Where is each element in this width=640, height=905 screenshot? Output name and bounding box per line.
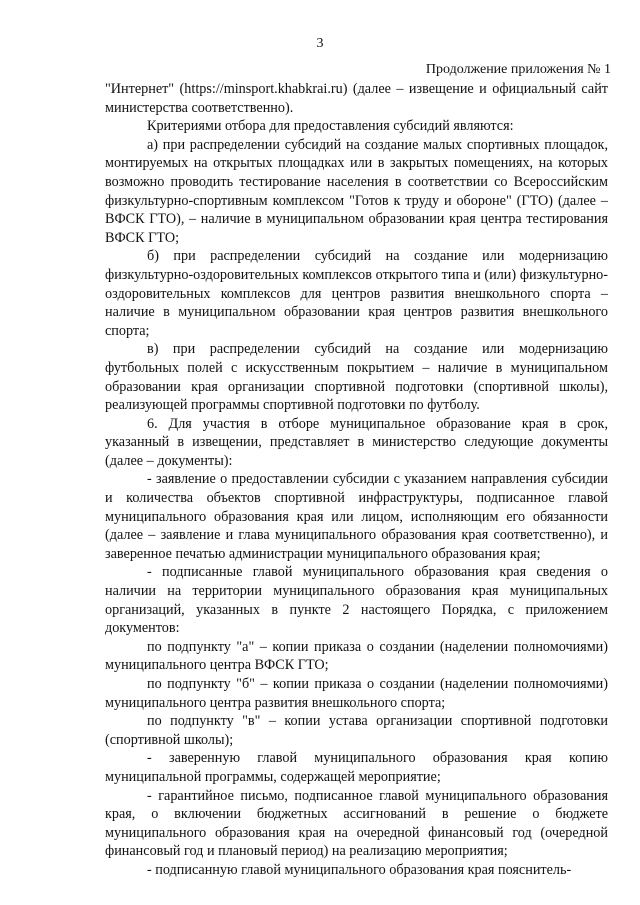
paragraph: Критериями отбора для предоставления субсидий являются: [147,118,514,135]
paragraph: б) при распределении субсидий на создание или модернизацию физкультурно-оздоровительных комплексов открытого типа и (или) физкультурно-оздоровительных комплексов для центров развития внешкольного спорта – наличие в муниципальном образовании края центров развития внешкольного спорта; [105,248,608,339]
document-body [105,80,608,880]
paragraph: "Интернет" (https://minsport.khabkrai.ru) (далее – извещение и официальный сайт министерства соответственно). [105,81,608,116]
paragraph: в) при распределении субсидий на создание или модернизацию футбольных полей с искусственным покрытием – наличие в муниципальном образовании края организации спортивной подготовки (спортивной школы), реализующей программы спортивной подготовки по футболу. [105,341,608,414]
paragraph: - подписанную главой муниципального образования края пояснитель- [147,861,572,878]
paragraph: по подпункту "б" – копии приказа о создании (наделении полномочиями) муниципального центра развития внешкольного спорта; [105,676,608,711]
paragraph: - заявление о предоставлении субсидии с указанием направления субсидии и количества объектов спортивной инфраструктуры, подписанное главой муниципального образования края или лицом, исполняющим его обязанности (далее – заявление и глава муниципального образования края соответственно), и заверенное печатью администрации муниципального образования края; [105,471,608,562]
page-number: 3 [316,36,324,51]
paragraph: - гарантийное письмо, подписанное главой муниципального образования края, о включении бюджетных ассигнований в решение о бюджете муниципального образования края на очередной финансовый год (очередной финансовый год и плановый период) на реализацию мероприятия; [105,787,608,860]
paragraph: - заверенную главой муниципального образования края копию муниципальной программы, содержащей мероприятие; [105,750,608,785]
paragraph: по подпункту "а" – копии приказа о создании (наделении полномочиями) муниципального центра ВФСК ГТО; [105,638,608,674]
paragraph: по подпункту "в" – копии устава организации спортивной подготовки (спортивной школы); [105,713,608,748]
paragraph: а) при распределении субсидий на создание малых спортивных площадок, монтируемых на открытых площадках или в закрытых помещениях, на которых возможно проводить тестирование населения в соответствии со Всероссийским физкультурно-спортивным комплексом "Готов к труду и обороне" (ГТО) (далее – ВФСК ГТО), – наличие в муниципальном образовании края центра тестирования ВФСК ГТО; [105,136,608,246]
appendix-continuation-label: Продолжение приложения № 1 [425,62,611,77]
paragraph: - подписанные главой муниципального образования края сведения о наличии на территории муниципального образования края муниципальных организаций, указанных в пункте 2 настоящего Порядка, с приложением документов: [105,564,608,637]
paragraph: 6. Для участия в отборе муниципальное образование края в срок, указанный в извещении, представляет в министерство следующие документы (далее – документы): [105,415,608,469]
